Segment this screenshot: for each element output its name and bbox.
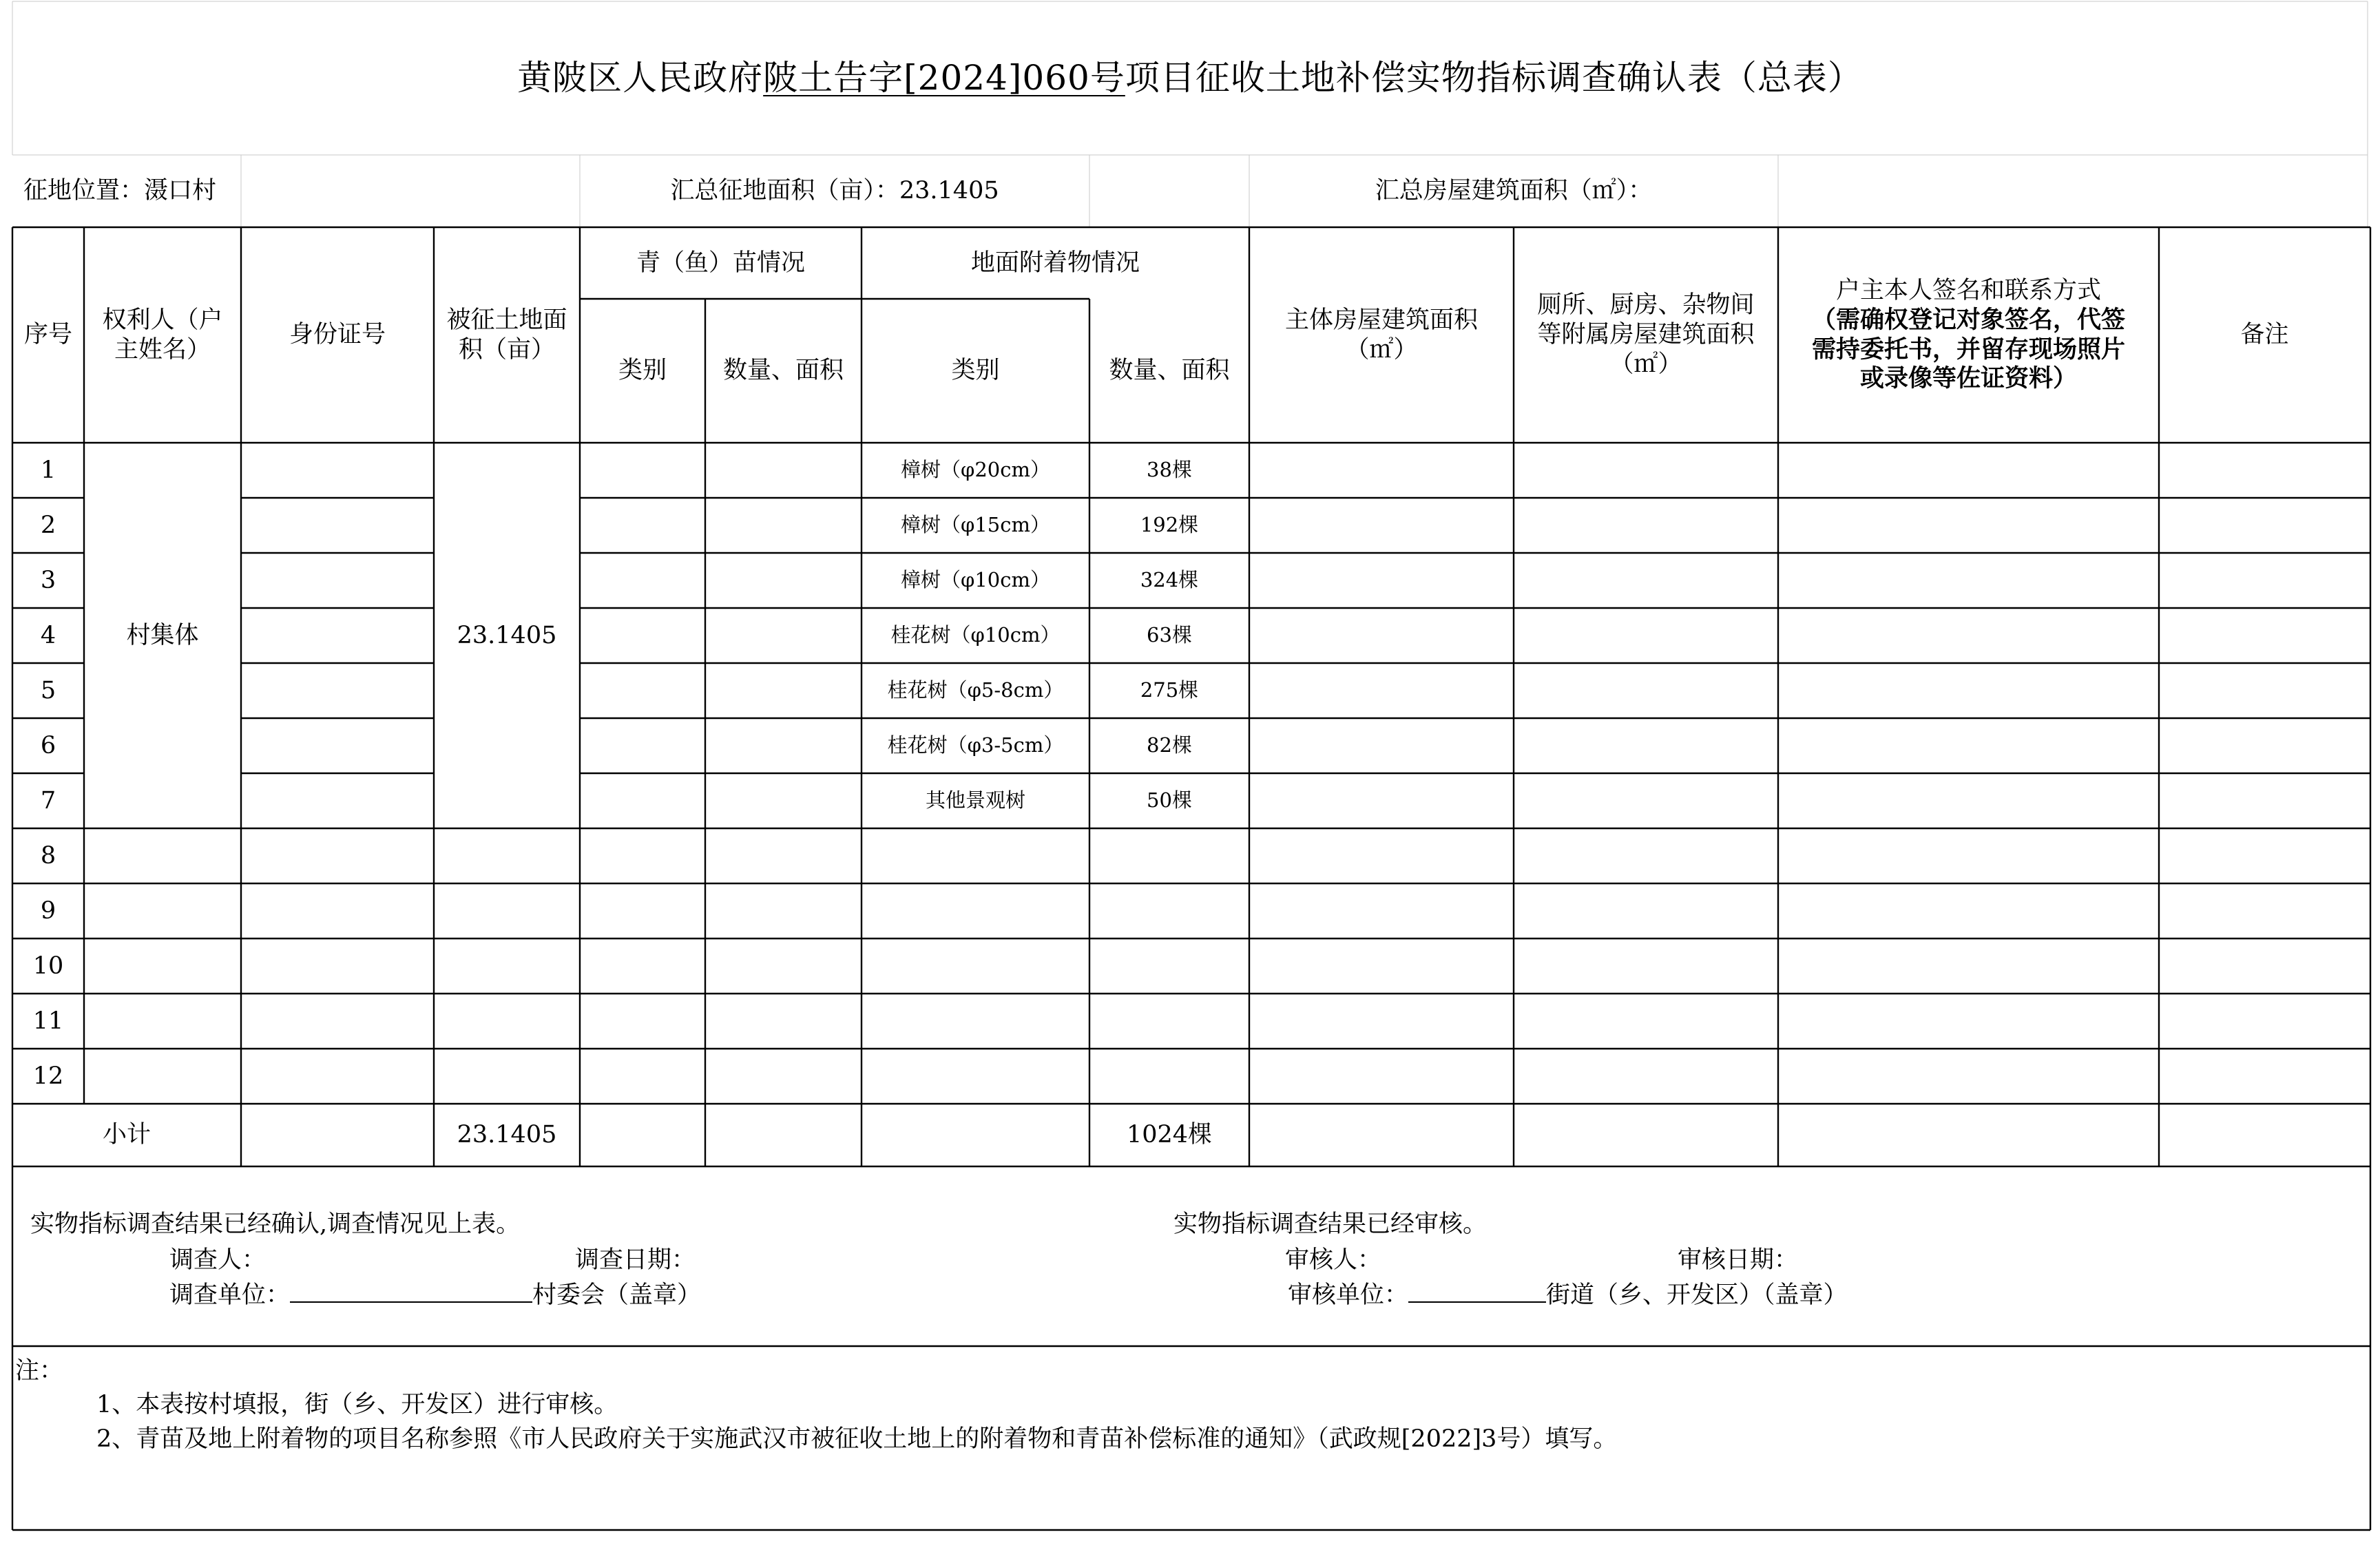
review-statement: 实物指标调查结果已经审核。	[1173, 1210, 1488, 1238]
attachment-item: 樟树（φ10cm）	[901, 568, 1050, 592]
page-title	[12, 1, 2368, 155]
row-seq: 4	[40, 621, 56, 649]
header-signature	[1778, 227, 2159, 443]
attachment-qty: 82棵	[1147, 733, 1192, 757]
attachment-qty: 324棵	[1140, 568, 1199, 592]
row-seq: 1	[40, 456, 56, 484]
survey-unit-line	[169, 1276, 701, 1310]
attachment-qty: 38棵	[1147, 458, 1192, 482]
confirm-statement: 实物指标调查结果已经确认,调查情况见上表。	[30, 1210, 521, 1238]
header-attachment-qty: 数量、面积	[1109, 357, 1230, 385]
subtotal-qty: 1024棵	[1126, 1121, 1213, 1149]
total-house-area: 汇总房屋建筑面积（㎡）：	[1375, 177, 1653, 205]
header-owner: 权利人（户 主姓名）	[102, 306, 223, 364]
attachment-qty: 50棵	[1147, 788, 1192, 813]
note-item: 1、本表按村填报，街（乡、开发区）进行审核。	[96, 1391, 618, 1418]
attachment-item: 其他景观树	[925, 788, 1025, 813]
village-committee-seal: 村委会（盖章）	[532, 1281, 702, 1309]
street-office-seal: 街道（乡、开发区）（盖章）	[1546, 1281, 1848, 1309]
owner-village-collective: 村集体	[126, 621, 199, 649]
header-id-number: 身份证号	[289, 321, 386, 349]
attachment-qty: 275棵	[1140, 678, 1199, 702]
note-item: 2、青苗及地上附着物的项目名称参照《市人民政府关于实施武汉市被征收土地上的附着物和青苗补偿标准的通知》（武政规[2022]3号）填写。	[96, 1425, 1618, 1453]
reviewer-label: 审核人：	[1285, 1246, 1382, 1274]
attachment-item: 桂花树（φ10cm）	[890, 623, 1061, 647]
header-seq: 序号	[23, 321, 72, 349]
row-seq: 2	[40, 511, 56, 539]
review-date-label: 审核日期：	[1678, 1246, 1799, 1274]
row-seq: 9	[40, 897, 56, 925]
investigator-label: 调查人：	[169, 1246, 267, 1274]
attachment-item: 樟树（φ20cm）	[901, 458, 1050, 482]
header-seedling: 青（鱼）苗情况	[636, 249, 805, 277]
survey-unit-blank[interactable]	[290, 1279, 532, 1303]
notes-label: 注：	[15, 1357, 64, 1385]
survey-date-label: 调查日期：	[575, 1246, 696, 1274]
row-seq: 11	[32, 1007, 64, 1035]
review-unit-blank[interactable]	[1408, 1279, 1546, 1303]
land-location: 征地位置：滠口村	[23, 177, 217, 205]
subtotal-land-area: 23.1405	[457, 1121, 557, 1149]
row-seq: 10	[32, 952, 64, 980]
header-signature-title: 户主本人签名和联系方式	[1835, 277, 2101, 305]
subtotal-label: 小计	[102, 1121, 151, 1149]
title-prefix: 黄陂区人民政府	[517, 58, 764, 98]
title-suffix: 项目征收土地补偿实物指标调查确认表（总表）	[1125, 58, 1863, 98]
row-seq: 12	[32, 1062, 64, 1090]
attachment-qty: 63棵	[1147, 623, 1192, 647]
attachment-item: 桂花树（φ5-8cm）	[887, 678, 1064, 702]
row-seq: 3	[40, 566, 56, 594]
header-seedling-category: 类别	[618, 357, 667, 385]
header-remark: 备注	[2240, 321, 2289, 349]
attachment-qty: 192棵	[1140, 513, 1199, 537]
row-seq: 6	[40, 731, 56, 759]
row-seq: 7	[40, 786, 56, 815]
total-land-area: 汇总征地面积（亩）：23.1405	[670, 177, 999, 205]
header-aux-house-area: 厕所、厨房、杂物间 等附属房屋建筑面积 （㎡）	[1537, 291, 1755, 378]
header-attachment-category: 类别	[951, 357, 1000, 385]
row-seq: 5	[40, 676, 56, 704]
review-unit-label: 审核单位：	[1288, 1281, 1409, 1309]
header-attachment: 地面附着物情况	[970, 249, 1140, 277]
merged-land-area: 23.1405	[457, 621, 557, 649]
header-main-house-area: 主体房屋建筑面积 （㎡）	[1284, 306, 1478, 364]
header-seedling-qty: 数量、面积	[722, 357, 844, 385]
survey-unit-label: 调查单位：	[169, 1281, 291, 1309]
header-signature-note: （需确权登记对象签名，代签 需持委托书，并留存现场照片 或录像等佐证资料）	[1811, 305, 2125, 393]
attachment-item: 樟树（φ15cm）	[901, 513, 1050, 537]
title-doc-number: 陂土告字[2024]060号	[763, 58, 1125, 98]
header-land-area: 被征土地面 积（亩）	[446, 306, 567, 364]
row-seq: 8	[40, 841, 56, 870]
attachment-item: 桂花树（φ3-5cm）	[887, 733, 1064, 757]
review-unit-line	[1288, 1276, 1848, 1310]
